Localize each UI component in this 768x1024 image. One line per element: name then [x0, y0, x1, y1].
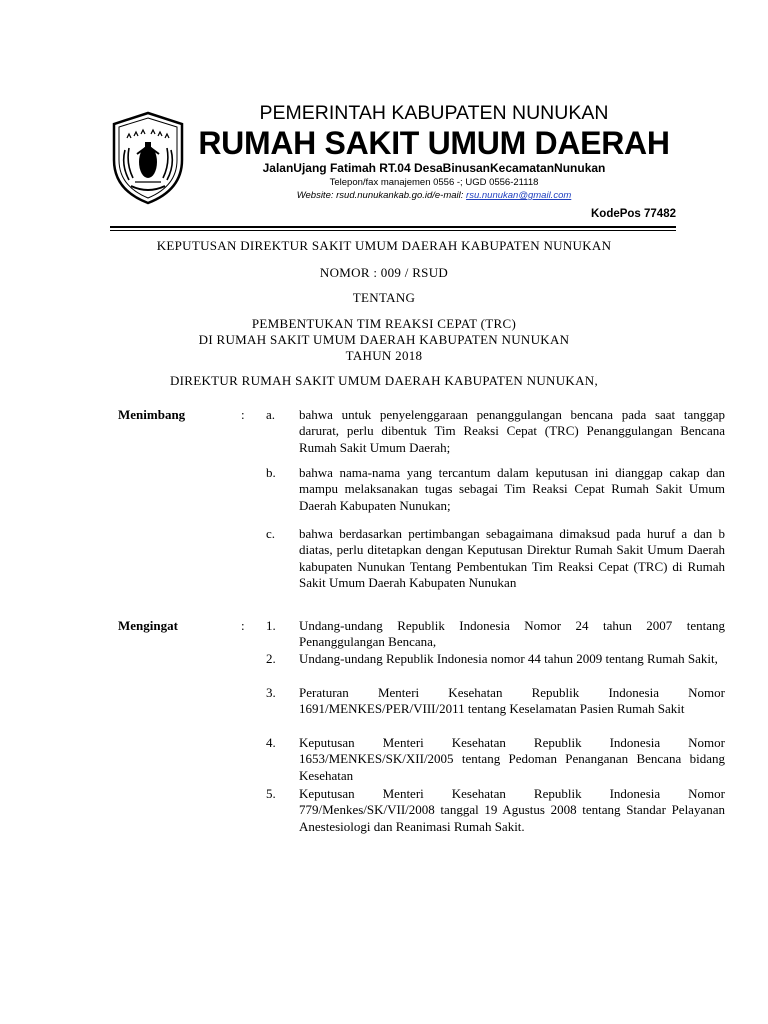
letterhead-divider-thin — [110, 230, 676, 231]
decree-subject-1: PEMBENTUKAN TIM REAKSI CEPAT (TRC) — [251, 316, 517, 331]
list-marker: a. — [266, 407, 276, 422]
list-marker: 2. — [266, 651, 276, 666]
hospital-heading: RUMAH SAKIT UMUM DAERAH — [198, 125, 670, 161]
list-item: Keputusan Menteri Kesehatan Republik Indonesia Nomor 779/Menkes/SK/VII/2008 tanggal 19 Agustus 2008 tentang Standar Pelayanan Anestesiologi dan Reanimasi Rumah Sakit. — [299, 786, 725, 834]
government-heading: PEMERINTAH KABUPATEN NUNUKAN — [259, 102, 609, 124]
menimbang-colon: : — [241, 407, 245, 422]
decree-subject-2: DI RUMAH SAKIT UMUM DAERAH KABUPATEN NUNUKAN — [198, 332, 570, 347]
list-marker: c. — [266, 526, 276, 541]
list-item: bahwa berdasarkan pertimbangan sebagaimana dimaksud pada huruf a dan b diatas, perlu ditetapkan dengan Keputusan Direktur Rumah Sakit Umum Daerah kabupaten Nunukan Tentang Pembentukan Tim Reaksi Cepat (TRC) di Rumah Sakit Umum Daerah Kabupaten Nunukan — [299, 526, 725, 591]
mengingat-label: Mengingat — [118, 618, 178, 633]
website-text: Website: rsud.nunukankab.go.id/e-mail: — [296, 190, 467, 201]
list-marker: b. — [266, 465, 276, 480]
decree-number: NOMOR : 009 / RSUD — [319, 265, 449, 280]
mengingat-colon: : — [241, 618, 245, 633]
decree-year: TAHUN 2018 — [345, 348, 423, 363]
list-item: Peraturan Menteri Kesehatan Republik Indonesia Nomor 1691/MENKES/PER/VIII/2011 tentang Keselamatan Pasien Rumah Sakit — [299, 685, 725, 717]
list-marker: 1. — [266, 618, 276, 633]
letterhead — [0, 0, 768, 240]
list-item: Undang-undang Republik Indonesia Nomor 24 tahun 2007 tentang Penanggulangan Bencana, — [299, 618, 725, 650]
postcode: KodePos 77482 — [590, 208, 676, 220]
regency-emblem-logo — [107, 110, 189, 206]
email-link[interactable]: rsu.nunukan@gmail.com — [466, 190, 572, 201]
list-item: bahwa nama-nama yang tercantum dalam keputusan ini dianggap cakap dan mampu melaksanakan tugas sebagai Tim Reaksi Cepat Rumah Sakit Umum Daerah Kabupaten Nunukan; — [299, 465, 725, 513]
list-item: Undang-undang Republik Indonesia nomor 44 tahun 2009 tentang Rumah Sakit, — [299, 651, 718, 666]
list-marker: 3. — [266, 685, 276, 700]
website-line — [196, 190, 672, 201]
decree-about: TENTANG — [352, 290, 416, 305]
list-item: Keputusan Menteri Kesehatan Republik Indonesia Nomor 1653/MENKES/SK/XII/2005 tentang Pedoman Penanganan Bencana bidang Kesehatan — [299, 735, 725, 783]
address-line: JalanUjang Fatimah RT.04 DesaBinusanKecamatanNunukan — [262, 161, 606, 175]
list-item: bahwa untuk penyelenggaraan penanggulangan bencana pada saat tanggap darurat, perlu dibentuk Tim Reaksi Cepat (TRC) Penanggulangan Bencana Rumah Sakit Umum Daerah; — [299, 407, 725, 455]
list-marker: 5. — [266, 786, 276, 801]
decree-title: KEPUTUSAN DIREKTUR SAKIT UMUM DAERAH KABUPATEN NUNUKAN — [156, 238, 612, 253]
letterhead-divider-thick — [110, 226, 676, 228]
director-heading: DIREKTUR RUMAH SAKIT UMUM DAERAH KABUPATEN NUNUKAN, — [169, 373, 599, 388]
menimbang-label: Menimbang — [118, 407, 186, 422]
phone-line: Telepon/fax manajemen 0556 -; UGD 0556-21118 — [329, 177, 539, 188]
list-marker: 4. — [266, 735, 276, 750]
